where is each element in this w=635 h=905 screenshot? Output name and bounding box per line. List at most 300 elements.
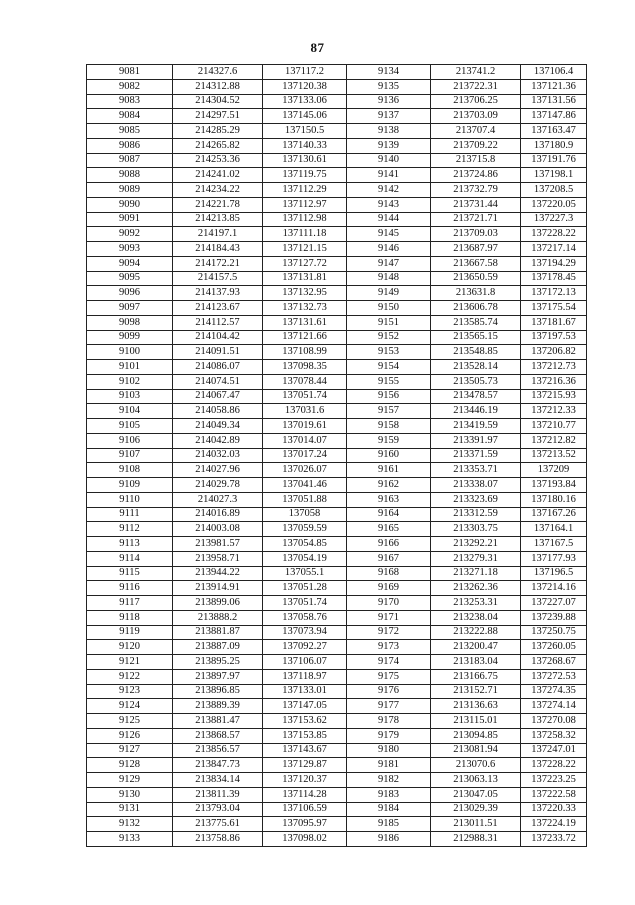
point-number-cell: 9084: [87, 109, 173, 124]
x-coordinate-cell: 213897.97: [173, 669, 263, 684]
table-row: [87, 374, 587, 389]
point-number-cell: 9169: [347, 581, 431, 596]
y-coordinate-cell: 137058: [263, 507, 347, 522]
x-coordinate-cell: 214157.5: [173, 271, 263, 286]
table-row: [87, 271, 587, 286]
point-number-cell: 9127: [87, 743, 173, 758]
point-number-cell: 9165: [347, 522, 431, 537]
x-coordinate-cell: 213606.78: [431, 301, 521, 316]
y-coordinate-cell: 137119.75: [263, 168, 347, 183]
y-coordinate-cell: 137196.5: [521, 566, 587, 581]
point-number-cell: 9122: [87, 669, 173, 684]
x-coordinate-cell: 213731.44: [431, 197, 521, 212]
point-number-cell: 9132: [87, 817, 173, 832]
y-coordinate-cell: 137247.01: [521, 743, 587, 758]
y-coordinate-cell: 137145.06: [263, 109, 347, 124]
y-coordinate-cell: 137215.93: [521, 389, 587, 404]
y-coordinate-cell: 137140.33: [263, 138, 347, 153]
point-number-cell: 9106: [87, 433, 173, 448]
x-coordinate-cell: 213709.03: [431, 227, 521, 242]
y-coordinate-cell: 137213.52: [521, 448, 587, 463]
point-number-cell: 9100: [87, 345, 173, 360]
point-number-cell: 9183: [347, 787, 431, 802]
y-coordinate-cell: 137193.84: [521, 478, 587, 493]
point-number-cell: 9176: [347, 684, 431, 699]
point-number-cell: 9153: [347, 345, 431, 360]
point-number-cell: 9130: [87, 787, 173, 802]
y-coordinate-cell: 137129.87: [263, 758, 347, 773]
x-coordinate-cell: 213650.59: [431, 271, 521, 286]
y-coordinate-cell: 137106.4: [521, 65, 587, 80]
table-row: [87, 669, 587, 684]
x-coordinate-cell: 214234.22: [173, 183, 263, 198]
table-row: [87, 566, 587, 581]
y-coordinate-cell: 137260.05: [521, 640, 587, 655]
point-number-cell: 9103: [87, 389, 173, 404]
point-number-cell: 9145: [347, 227, 431, 242]
y-coordinate-cell: 137272.53: [521, 669, 587, 684]
x-coordinate-cell: 213707.4: [431, 124, 521, 139]
y-coordinate-cell: 137114.28: [263, 787, 347, 802]
table-row: [87, 124, 587, 139]
x-coordinate-cell: 213528.14: [431, 360, 521, 375]
table-row: [87, 212, 587, 227]
point-number-cell: 9099: [87, 330, 173, 345]
point-number-cell: 9143: [347, 197, 431, 212]
point-number-cell: 9166: [347, 537, 431, 552]
x-coordinate-cell: 213279.31: [431, 551, 521, 566]
y-coordinate-cell: 137106.59: [263, 802, 347, 817]
y-coordinate-cell: 137227.07: [521, 596, 587, 611]
y-coordinate-cell: 137163.47: [521, 124, 587, 139]
x-coordinate-cell: 214285.29: [173, 124, 263, 139]
x-coordinate-cell: 213758.86: [173, 832, 263, 847]
point-number-cell: 9152: [347, 330, 431, 345]
point-number-cell: 9138: [347, 124, 431, 139]
y-coordinate-cell: 137108.99: [263, 345, 347, 360]
point-number-cell: 9086: [87, 138, 173, 153]
x-coordinate-cell: 214058.86: [173, 404, 263, 419]
table-row: [87, 522, 587, 537]
x-coordinate-cell: 213338.07: [431, 478, 521, 493]
table-row: [87, 655, 587, 670]
x-coordinate-cell: 213371.59: [431, 448, 521, 463]
point-number-cell: 9112: [87, 522, 173, 537]
y-coordinate-cell: 137233.72: [521, 832, 587, 847]
y-coordinate-cell: 137092.27: [263, 640, 347, 655]
point-number-cell: 9110: [87, 492, 173, 507]
point-number-cell: 9087: [87, 153, 173, 168]
table-row: [87, 168, 587, 183]
y-coordinate-cell: 137222.58: [521, 787, 587, 802]
y-coordinate-cell: 137214.16: [521, 581, 587, 596]
x-coordinate-cell: 214016.89: [173, 507, 263, 522]
x-coordinate-cell: 214197.1: [173, 227, 263, 242]
point-number-cell: 9124: [87, 699, 173, 714]
y-coordinate-cell: 137073.94: [263, 625, 347, 640]
table-row: [87, 315, 587, 330]
y-coordinate-cell: 137212.73: [521, 360, 587, 375]
y-coordinate-cell: 137031.6: [263, 404, 347, 419]
point-number-cell: 9140: [347, 153, 431, 168]
table-row: [87, 640, 587, 655]
table-row: [87, 463, 587, 478]
y-coordinate-cell: 137131.56: [521, 94, 587, 109]
point-number-cell: 9164: [347, 507, 431, 522]
point-number-cell: 9150: [347, 301, 431, 316]
point-number-cell: 9151: [347, 315, 431, 330]
x-coordinate-cell: 213419.59: [431, 419, 521, 434]
point-number-cell: 9088: [87, 168, 173, 183]
x-coordinate-cell: 214137.93: [173, 286, 263, 301]
point-number-cell: 9157: [347, 404, 431, 419]
y-coordinate-cell: 137224.19: [521, 817, 587, 832]
y-coordinate-cell: 137017.24: [263, 448, 347, 463]
x-coordinate-cell: 213881.47: [173, 714, 263, 729]
table-row: [87, 153, 587, 168]
point-number-cell: 9092: [87, 227, 173, 242]
x-coordinate-cell: 213585.74: [431, 315, 521, 330]
y-coordinate-cell: 137059.59: [263, 522, 347, 537]
y-coordinate-cell: 137147.05: [263, 699, 347, 714]
point-number-cell: 9155: [347, 374, 431, 389]
point-number-cell: 9098: [87, 315, 173, 330]
x-coordinate-cell: 213238.04: [431, 610, 521, 625]
x-coordinate-cell: 214112.57: [173, 315, 263, 330]
point-number-cell: 9179: [347, 728, 431, 743]
x-coordinate-cell: 213887.09: [173, 640, 263, 655]
table-row: [87, 596, 587, 611]
table-row: [87, 301, 587, 316]
y-coordinate-cell: 137206.82: [521, 345, 587, 360]
y-coordinate-cell: 137227.3: [521, 212, 587, 227]
table-row: [87, 183, 587, 198]
x-coordinate-cell: 213709.22: [431, 138, 521, 153]
y-coordinate-cell: 137175.54: [521, 301, 587, 316]
y-coordinate-cell: 137112.29: [263, 183, 347, 198]
y-coordinate-cell: 137078.44: [263, 374, 347, 389]
point-number-cell: 9116: [87, 581, 173, 596]
point-number-cell: 9083: [87, 94, 173, 109]
x-coordinate-cell: 213888.2: [173, 610, 263, 625]
point-number-cell: 9113: [87, 537, 173, 552]
point-number-cell: 9089: [87, 183, 173, 198]
table-row: [87, 389, 587, 404]
table-row: [87, 817, 587, 832]
x-coordinate-cell: 213944.22: [173, 566, 263, 581]
x-coordinate-cell: 213070.6: [431, 758, 521, 773]
y-coordinate-cell: 137133.01: [263, 684, 347, 699]
x-coordinate-cell: 213687.97: [431, 242, 521, 257]
x-coordinate-cell: 214327.6: [173, 65, 263, 80]
y-coordinate-cell: 137270.08: [521, 714, 587, 729]
y-coordinate-cell: 137131.81: [263, 271, 347, 286]
point-number-cell: 9137: [347, 109, 431, 124]
x-coordinate-cell: 213958.71: [173, 551, 263, 566]
x-coordinate-cell: 213775.61: [173, 817, 263, 832]
x-coordinate-cell: 213914.91: [173, 581, 263, 596]
x-coordinate-cell: 213029.39: [431, 802, 521, 817]
y-coordinate-cell: 137194.29: [521, 256, 587, 271]
x-coordinate-cell: 213253.31: [431, 596, 521, 611]
x-coordinate-cell: 213793.04: [173, 802, 263, 817]
x-coordinate-cell: 213889.39: [173, 699, 263, 714]
y-coordinate-cell: 137180.16: [521, 492, 587, 507]
point-number-cell: 9119: [87, 625, 173, 640]
x-coordinate-cell: 213303.75: [431, 522, 521, 537]
y-coordinate-cell: 137180.9: [521, 138, 587, 153]
table-row: [87, 728, 587, 743]
point-number-cell: 9090: [87, 197, 173, 212]
y-coordinate-cell: 137250.75: [521, 625, 587, 640]
point-number-cell: 9109: [87, 478, 173, 493]
table-row: [87, 197, 587, 212]
point-number-cell: 9093: [87, 242, 173, 257]
x-coordinate-cell: 214265.82: [173, 138, 263, 153]
point-number-cell: 9167: [347, 551, 431, 566]
y-coordinate-cell: 137120.38: [263, 79, 347, 94]
x-coordinate-cell: 213183.04: [431, 655, 521, 670]
x-coordinate-cell: 213722.31: [431, 79, 521, 94]
table-row: [87, 433, 587, 448]
y-coordinate-cell: 137209: [521, 463, 587, 478]
point-number-cell: 9142: [347, 183, 431, 198]
point-number-cell: 9114: [87, 551, 173, 566]
x-coordinate-cell: 213292.21: [431, 537, 521, 552]
y-coordinate-cell: 137041.46: [263, 478, 347, 493]
point-number-cell: 9131: [87, 802, 173, 817]
x-coordinate-cell: 214104.42: [173, 330, 263, 345]
y-coordinate-cell: 137172.13: [521, 286, 587, 301]
x-coordinate-cell: 214086.07: [173, 360, 263, 375]
x-coordinate-cell: 213706.25: [431, 94, 521, 109]
point-number-cell: 9144: [347, 212, 431, 227]
point-number-cell: 9096: [87, 286, 173, 301]
y-coordinate-cell: 137121.36: [521, 79, 587, 94]
y-coordinate-cell: 137051.74: [263, 596, 347, 611]
x-coordinate-cell: 214241.02: [173, 168, 263, 183]
point-number-cell: 9123: [87, 684, 173, 699]
point-number-cell: 9186: [347, 832, 431, 847]
y-coordinate-cell: 137127.72: [263, 256, 347, 271]
point-number-cell: 9175: [347, 669, 431, 684]
y-coordinate-cell: 137223.25: [521, 773, 587, 788]
x-coordinate-cell: 213847.73: [173, 758, 263, 773]
table-row: [87, 773, 587, 788]
table-row: [87, 714, 587, 729]
x-coordinate-cell: 213047.05: [431, 787, 521, 802]
table-row: [87, 551, 587, 566]
y-coordinate-cell: 137216.36: [521, 374, 587, 389]
table-row: [87, 507, 587, 522]
x-coordinate-cell: 214312.88: [173, 79, 263, 94]
table-row: [87, 699, 587, 714]
y-coordinate-cell: 137191.76: [521, 153, 587, 168]
y-coordinate-cell: 137150.5: [263, 124, 347, 139]
point-number-cell: 9148: [347, 271, 431, 286]
x-coordinate-cell: 213323.69: [431, 492, 521, 507]
point-number-cell: 9129: [87, 773, 173, 788]
y-coordinate-cell: 137058.76: [263, 610, 347, 625]
y-coordinate-cell: 137132.73: [263, 301, 347, 316]
table-row: [87, 684, 587, 699]
point-number-cell: 9141: [347, 168, 431, 183]
x-coordinate-cell: 213222.88: [431, 625, 521, 640]
point-number-cell: 9174: [347, 655, 431, 670]
x-coordinate-cell: 213868.57: [173, 728, 263, 743]
x-coordinate-cell: 214042.89: [173, 433, 263, 448]
point-number-cell: 9149: [347, 286, 431, 301]
point-number-cell: 9139: [347, 138, 431, 153]
y-coordinate-cell: 137112.98: [263, 212, 347, 227]
point-number-cell: 9095: [87, 271, 173, 286]
x-coordinate-cell: 213895.25: [173, 655, 263, 670]
table-row: [87, 610, 587, 625]
table-row: [87, 832, 587, 847]
x-coordinate-cell: 213565.15: [431, 330, 521, 345]
point-number-cell: 9154: [347, 360, 431, 375]
point-number-cell: 9185: [347, 817, 431, 832]
point-number-cell: 9178: [347, 714, 431, 729]
y-coordinate-cell: 137026.07: [263, 463, 347, 478]
point-number-cell: 9120: [87, 640, 173, 655]
table-row: [87, 345, 587, 360]
x-coordinate-cell: 213834.14: [173, 773, 263, 788]
x-coordinate-cell: 214184.43: [173, 242, 263, 257]
point-number-cell: 9184: [347, 802, 431, 817]
x-coordinate-cell: 213152.71: [431, 684, 521, 699]
x-coordinate-cell: 213811.39: [173, 787, 263, 802]
x-coordinate-cell: 213856.57: [173, 743, 263, 758]
point-number-cell: 9182: [347, 773, 431, 788]
coordinates-table: [86, 64, 587, 847]
y-coordinate-cell: 137111.18: [263, 227, 347, 242]
point-number-cell: 9121: [87, 655, 173, 670]
table-row: [87, 94, 587, 109]
x-coordinate-cell: 214029.78: [173, 478, 263, 493]
point-number-cell: 9146: [347, 242, 431, 257]
x-coordinate-cell: 213667.58: [431, 256, 521, 271]
x-coordinate-cell: 214074.51: [173, 374, 263, 389]
y-coordinate-cell: 137132.95: [263, 286, 347, 301]
x-coordinate-cell: 214003.08: [173, 522, 263, 537]
x-coordinate-cell: 214221.78: [173, 197, 263, 212]
x-coordinate-cell: 213391.97: [431, 433, 521, 448]
point-number-cell: 9082: [87, 79, 173, 94]
y-coordinate-cell: 137054.19: [263, 551, 347, 566]
point-number-cell: 9102: [87, 374, 173, 389]
y-coordinate-cell: 137268.67: [521, 655, 587, 670]
y-coordinate-cell: 137274.14: [521, 699, 587, 714]
y-coordinate-cell: 137131.61: [263, 315, 347, 330]
y-coordinate-cell: 137210.77: [521, 419, 587, 434]
table-row: [87, 242, 587, 257]
x-coordinate-cell: 213136.63: [431, 699, 521, 714]
x-coordinate-cell: 213703.09: [431, 109, 521, 124]
y-coordinate-cell: 137239.88: [521, 610, 587, 625]
point-number-cell: 9085: [87, 124, 173, 139]
point-number-cell: 9158: [347, 419, 431, 434]
table-row: [87, 404, 587, 419]
point-number-cell: 9136: [347, 94, 431, 109]
y-coordinate-cell: 137051.28: [263, 581, 347, 596]
y-coordinate-cell: 137117.2: [263, 65, 347, 80]
x-coordinate-cell: 213732.79: [431, 183, 521, 198]
point-number-cell: 9147: [347, 256, 431, 271]
y-coordinate-cell: 137181.67: [521, 315, 587, 330]
point-number-cell: 9091: [87, 212, 173, 227]
point-number-cell: 9171: [347, 610, 431, 625]
x-coordinate-cell: 213721.71: [431, 212, 521, 227]
y-coordinate-cell: 137147.86: [521, 109, 587, 124]
point-number-cell: 9108: [87, 463, 173, 478]
x-coordinate-cell: 213899.06: [173, 596, 263, 611]
table-row: [87, 448, 587, 463]
point-number-cell: 9177: [347, 699, 431, 714]
y-coordinate-cell: 137121.15: [263, 242, 347, 257]
point-number-cell: 9162: [347, 478, 431, 493]
y-coordinate-cell: 137098.02: [263, 832, 347, 847]
y-coordinate-cell: 137228.22: [521, 758, 587, 773]
x-coordinate-cell: 213715.8: [431, 153, 521, 168]
point-number-cell: 9105: [87, 419, 173, 434]
point-number-cell: 9181: [347, 758, 431, 773]
y-coordinate-cell: 137095.97: [263, 817, 347, 832]
point-number-cell: 9173: [347, 640, 431, 655]
point-number-cell: 9107: [87, 448, 173, 463]
y-coordinate-cell: 137220.33: [521, 802, 587, 817]
page-number: 87: [310, 40, 325, 55]
table-row: [87, 537, 587, 552]
y-coordinate-cell: 137197.53: [521, 330, 587, 345]
x-coordinate-cell: 214027.3: [173, 492, 263, 507]
x-coordinate-cell: 213166.75: [431, 669, 521, 684]
x-coordinate-cell: 213981.57: [173, 537, 263, 552]
x-coordinate-cell: 213011.51: [431, 817, 521, 832]
y-coordinate-cell: 137220.05: [521, 197, 587, 212]
point-number-cell: 9161: [347, 463, 431, 478]
x-coordinate-cell: 214067.47: [173, 389, 263, 404]
table-row: [87, 65, 587, 80]
point-number-cell: 9170: [347, 596, 431, 611]
point-number-cell: 9111: [87, 507, 173, 522]
table-row: [87, 581, 587, 596]
x-coordinate-cell: 214091.51: [173, 345, 263, 360]
y-coordinate-cell: 137106.07: [263, 655, 347, 670]
point-number-cell: 9081: [87, 65, 173, 80]
x-coordinate-cell: 213881.87: [173, 625, 263, 640]
point-number-cell: 9172: [347, 625, 431, 640]
table-row: [87, 758, 587, 773]
y-coordinate-cell: 137019.61: [263, 419, 347, 434]
x-coordinate-cell: 213446.19: [431, 404, 521, 419]
y-coordinate-cell: 137208.5: [521, 183, 587, 198]
y-coordinate-cell: 137118.97: [263, 669, 347, 684]
x-coordinate-cell: 213312.59: [431, 507, 521, 522]
x-coordinate-cell: 214297.51: [173, 109, 263, 124]
x-coordinate-cell: 214304.52: [173, 94, 263, 109]
point-number-cell: 9163: [347, 492, 431, 507]
y-coordinate-cell: 137217.14: [521, 242, 587, 257]
point-number-cell: 9133: [87, 832, 173, 847]
y-coordinate-cell: 137164.1: [521, 522, 587, 537]
point-number-cell: 9094: [87, 256, 173, 271]
y-coordinate-cell: 137112.97: [263, 197, 347, 212]
x-coordinate-cell: 213081.94: [431, 743, 521, 758]
coordinates-table-body: [87, 65, 587, 847]
x-coordinate-cell: 213115.01: [431, 714, 521, 729]
point-number-cell: 9156: [347, 389, 431, 404]
